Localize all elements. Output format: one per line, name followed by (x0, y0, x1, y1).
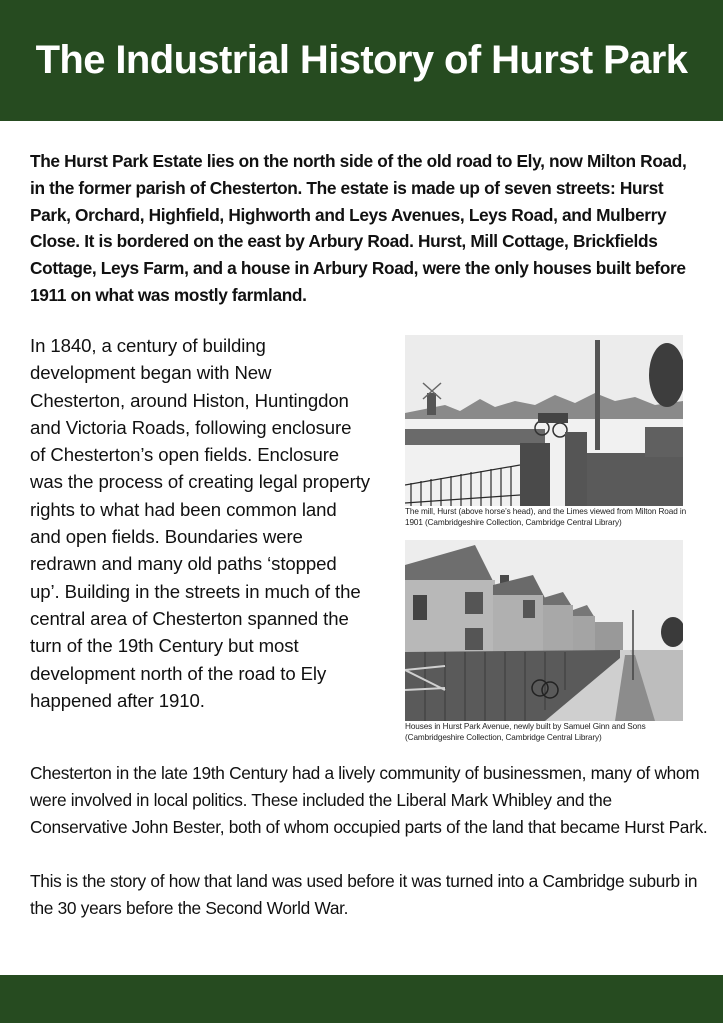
body-text (30, 760, 710, 922)
houses-photo-caption: Houses in Hurst Park Avenue, newly built by Samuel Ginn and Sons (Cambridgeshire Collection, Cambridge Central Library) (405, 722, 646, 743)
story-paragraph: This is the story of how that land was used before it was turned into a Cambridge suburb in the 30 years before the Second World War. (30, 871, 698, 918)
intro-paragraph: The Hurst Park Estate lies on the north side of the old road to Ely, now Milton Road, in the former parish of Chesterton. The estate is made up of seven streets: Hurst Park, Orchard, Highfield, Highworth and Leys Avenues, Leys Road, and Mulberry Close. It is bordered on the east by Arbury Road. Hurst, Mill Cottage, Brickfields Cottage, Leys Farm, and a house in Arbury Road, were the only houses built before 1911 on what was mostly farmland. (30, 151, 687, 305)
page-title: The Industrial History of Hurst Park (35, 38, 688, 82)
mill-photo (405, 335, 683, 506)
mill-photo-caption: The mill, Hurst (above horse’s head), and the Limes viewed from Milton Road in 1901 (Cambridgeshire Collection, Cambridge Central Library) (405, 507, 687, 528)
footer-band (0, 975, 723, 1023)
houses-photo (405, 540, 683, 721)
houses-photo-image (405, 540, 683, 721)
history-paragraph: In 1840, a century of building development began with New Chesterton, around Histon, Huntingdon and Victoria Roads, following enclosure of Chesterton’s open fields. Enclosure was the process of creating legal property rights to what had been common land and open fields. Boundaries were redrawn and many old paths ‘stopped up’. Building in the streets in much of the central area of Chesterton spanned the turn of the 19th Century but most development north of the road to Ely happened after 1910. (30, 335, 370, 711)
header-banner (0, 0, 723, 121)
community-paragraph: Chesterton in the late 19th Century had a lively community of businessmen, many of whom were involved in local politics. These included the Liberal Mark Whibley and the Conservative John Bester, both of whom occupied parts of the land that became Hurst Park. (30, 763, 708, 837)
mill-photo-image (405, 335, 683, 506)
